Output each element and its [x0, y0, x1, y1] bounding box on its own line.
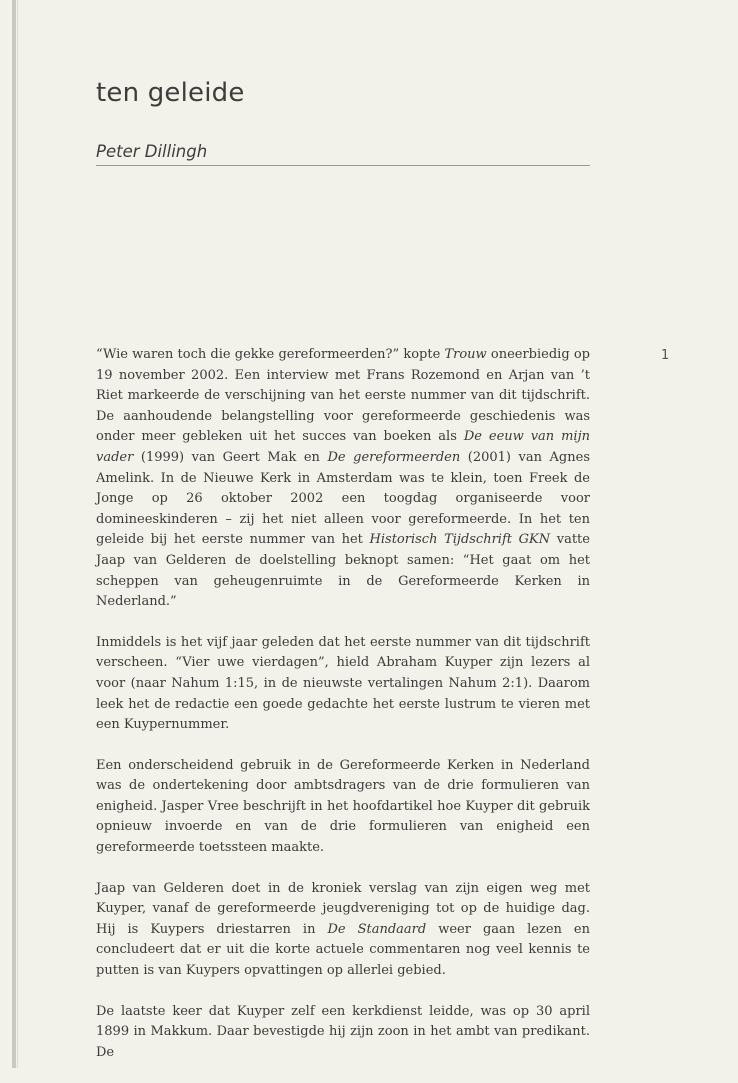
italic-text: De gereformeerden: [327, 449, 461, 465]
paragraph: [96, 633, 590, 736]
text-run: weer gaan lezen en concludeert dat er uit die korte actuele commentaren nog veel kennis te putten is van Kuypers opvattingen op allerlei gebied.: [96, 921, 590, 979]
italic-text: Trouw: [444, 347, 487, 362]
page-spine-edge: [17, 0, 18, 1068]
italic-text: De eeuw van mijn vader: [96, 429, 590, 465]
page-number: 1: [661, 348, 670, 363]
title-rule: [96, 165, 590, 166]
text-run: (2001) van Agnes Amelink. In de Nieuwe Kerk in Amsterdam was te klein, toen Freek de Jonge op 26 oktober 2002 een toogdag organiseerde voor domineeskinderen – zij het niet alleen voor gereformeerde. In het ten geleide bij het eerste nummer van het: [96, 449, 590, 548]
paragraph: [96, 1002, 590, 1064]
paragraph: [96, 345, 590, 613]
paragraph: [96, 756, 590, 859]
italic-text: Historisch Tijdschrift GKN: [369, 532, 551, 548]
text-run: Inmiddels is het vijf jaar geleden dat het eerste nummer van dit tijdschrift verscheen. “Vier uwe vierdagen”, hield Abraham Kuyper zijn lezers al voor (naar Nahum 1:15, in de nieuwste vertalingen Nahum 2:1). Daarom leek het de redactie een goede gedachte het eerste lustrum te vieren met een Kuypernummer.: [96, 634, 590, 733]
text-run: (1999) van Geert Mak en: [133, 449, 328, 465]
text-run: oneerbiedig op 19 november 2002. Een interview met Frans Rozemond en Arjan van ’t Riet markeerde de verschijning van het eerste nummer van dit tijdschrift. De aanhoudende belangstelling voor gereformeerde geschiedenis was onder meer gebleken uit het succes van boeken als: [96, 347, 590, 445]
text-run: Jaap van Gelderen doet in de kroniek verslag van zijn eigen weg met Kuyper, vanaf de gereformeerde jeugdvereniging tot op de huidige dag. Hij is Kuypers driestarren in: [96, 880, 590, 937]
page-spine: [12, 0, 16, 1068]
text-run: De laatste keer dat Kuyper zelf een kerkdienst leidde, was op 30 april 1899 in Makkum. Daar bevestigde hij zijn zoon in het ambt van predikant. De: [96, 1003, 590, 1060]
page-title: ten geleide: [96, 78, 245, 108]
text-run: vatte Jaap van Gelderen de doelstelling beknopt samen: “Het gaat om het scheppen van geheugenruimte in de Gereformeerde Kerken in Nederland.”: [96, 532, 590, 610]
text-run: Een onderscheidend gebruik in de Gereformeerde Kerken in Nederland was de ondertekening door ambtsdragers van de drie formulieren van enigheid. Jasper Vree beschrijft in het hoofdartikel hoe Kuyper dit gebruik opnieuw invoerde en van de drie formulieren van enigheid een gereformeerde toetssteen maakte.: [96, 757, 590, 856]
text-run: “Wie waren toch die gekke gereformeerden?” kopte: [96, 347, 445, 362]
paragraph: [96, 879, 590, 982]
italic-text: De Standaard: [327, 921, 427, 937]
author-name: Peter Dillingh: [96, 142, 208, 161]
article-body: [96, 345, 590, 1083]
